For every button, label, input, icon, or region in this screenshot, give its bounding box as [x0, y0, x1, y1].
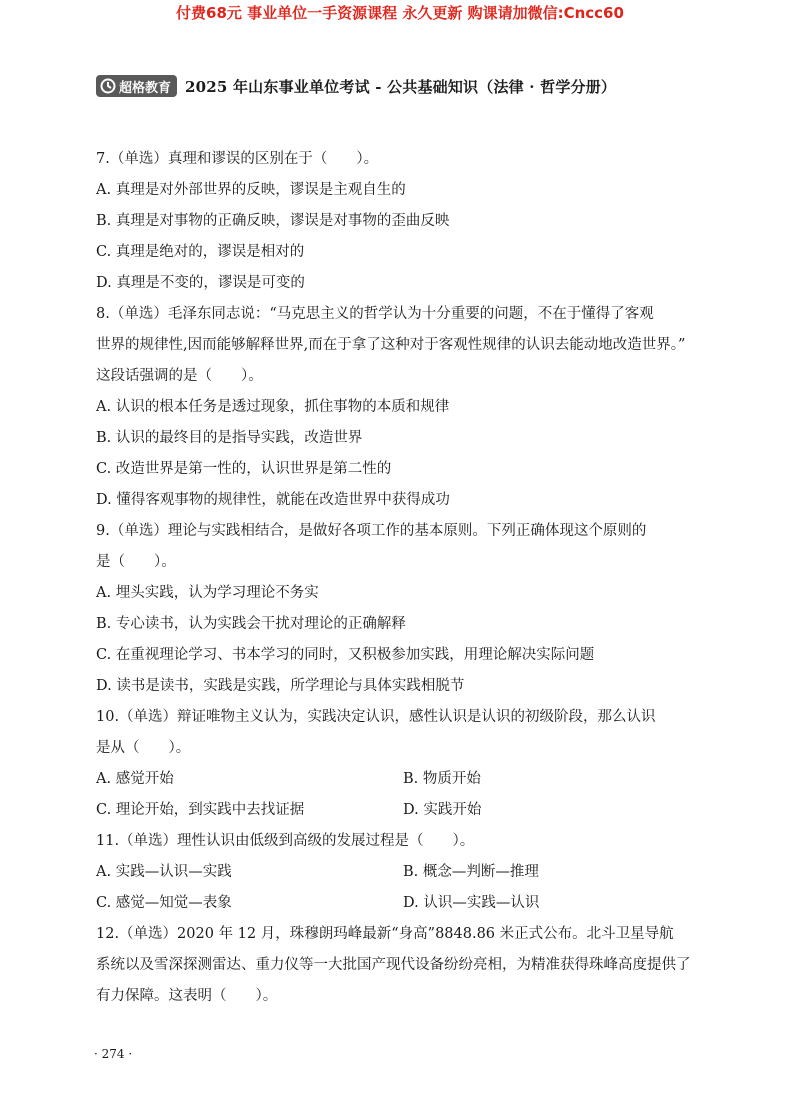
brand-logo — [96, 75, 177, 97]
option-row — [96, 764, 710, 795]
option-a: A. 感觉开始 — [96, 771, 174, 787]
question-stem: 11.（单选）理性认识由低级到高级的发展过程是（ ）。 — [96, 833, 475, 849]
question-stem: 9.（单选）理论与实践相结合，是做好各项工作的基本原则。下列正确体现这个原则的 — [96, 523, 647, 539]
document-title: 2025 年山东事业单位考试 - 公共基础知识（法律 · 哲学分册） — [185, 77, 617, 96]
page-header — [96, 72, 616, 100]
logo-text: 超格教育 — [119, 80, 172, 96]
option-d: D. 实践开始 — [403, 802, 482, 818]
question-stem: 世界的规律性,因而能够解释世界,而在于拿了这种对于客观性规律的认识去能动地改造世界。” — [96, 337, 686, 353]
page-number: · 274 · — [94, 1047, 133, 1061]
option-a: A. 实践—认识—实践 — [96, 864, 232, 880]
question-11 — [96, 826, 710, 919]
question-stem: 7.（单选）真理和谬误的区别在于（ ）。 — [96, 151, 379, 167]
question-stem: 这段话强调的是（ ）。 — [96, 368, 263, 384]
question-stem: 12.（单选）2020 年 12 月，珠穆朗玛峰最新“身高”8848.86 米正式公布。北斗卫星导航 — [96, 926, 674, 942]
question-stem: 8.（单选）毛泽东同志说：“马克思主义的哲学认为十分重要的问题，不在于懂得了客观 — [96, 306, 654, 322]
question-stem: 是从（ ）。 — [96, 740, 191, 756]
option-b: B. 专心读书，认为实践会干扰对理论的正确解释 — [96, 616, 406, 632]
question-9 — [96, 516, 710, 702]
logo-icon — [100, 78, 116, 94]
option-c: C. 理论开始，到实践中去找证据 — [96, 802, 305, 818]
option-d: D. 认识—实践—认识 — [403, 895, 540, 911]
option-d: D. 真理是不变的，谬误是可变的 — [96, 275, 305, 291]
option-a: A. 认识的根本任务是透过现象，抓住事物的本质和规律 — [96, 399, 450, 415]
option-d: D. 懂得客观事物的规律性，就能在改造世界中获得成功 — [96, 492, 450, 508]
question-10 — [96, 702, 710, 826]
question-stem: 10.（单选）辩证唯物主义认为，实践决定认识，感性认识是认识的初级阶段，那么认识 — [96, 709, 656, 725]
option-c: C. 改造世界是第一性的，认识世界是第二性的 — [96, 461, 392, 477]
option-row — [96, 857, 710, 888]
question-8 — [96, 299, 710, 516]
option-b: B. 物质开始 — [403, 771, 481, 787]
option-a: A. 埋头实践，认为学习理论不务实 — [96, 585, 319, 601]
question-7 — [96, 144, 710, 299]
option-b: B. 认识的最终目的是指导实践，改造世界 — [96, 430, 363, 446]
option-a: A. 真理是对外部世界的反映，谬误是主观自生的 — [96, 182, 406, 198]
promo-banner: 付费68元 事业单位一手资源课程 永久更新 购课请加微信:Cncc60 — [176, 4, 624, 22]
option-c: C. 在重视理论学习、书本学习的同时，又积极参加实践，用理论解决实际问题 — [96, 647, 595, 663]
question-12 — [96, 919, 710, 1012]
option-b: B. 概念—判断—推理 — [403, 864, 539, 880]
option-c: C. 真理是绝对的，谬误是相对的 — [96, 244, 305, 260]
option-d: D. 读书是读书，实践是实践，所学理论与具体实践相脱节 — [96, 678, 465, 694]
option-row — [96, 888, 710, 919]
question-stem: 有力保障。这表明（ ）。 — [96, 988, 278, 1004]
question-stem: 系统以及雪深探测雷达、重力仪等一大批国产现代设备纷纷亮相，为精准获得珠峰高度提供了 — [96, 957, 691, 973]
question-list — [96, 144, 710, 1012]
option-row — [96, 795, 710, 826]
option-b: B. 真理是对事物的正确反映，谬误是对事物的歪曲反映 — [96, 213, 450, 229]
question-stem: 是（ ）。 — [96, 554, 176, 570]
option-c: C. 感觉—知觉—表象 — [96, 895, 232, 911]
